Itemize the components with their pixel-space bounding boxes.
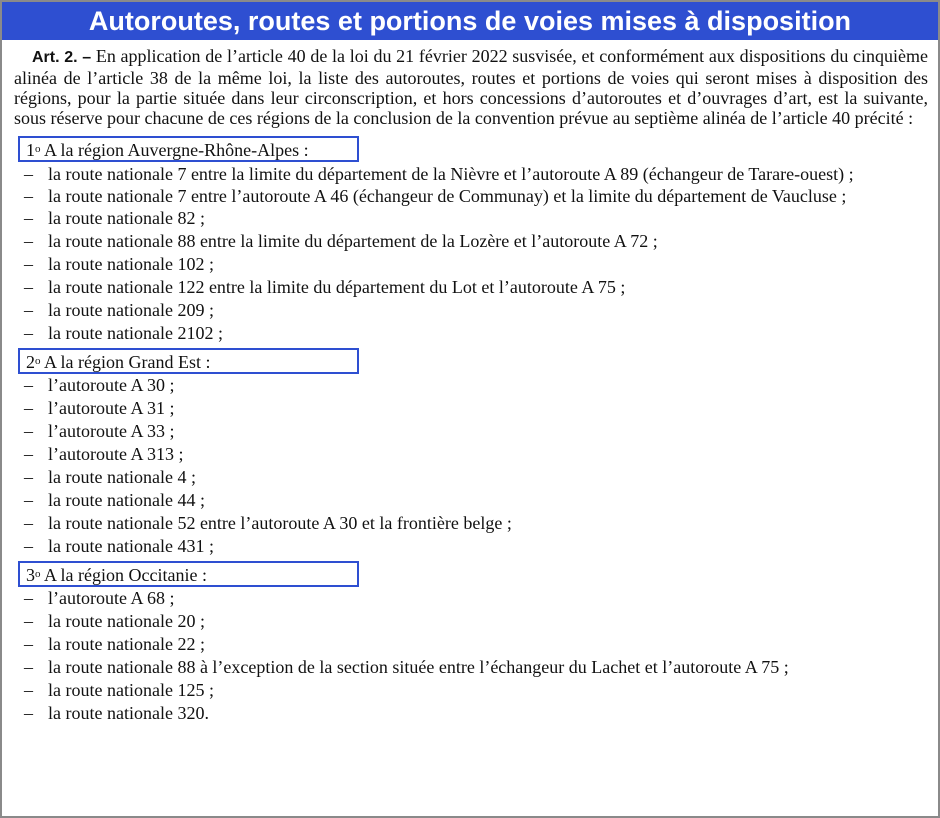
region-heading (18, 561, 359, 587)
region-number: 3 (26, 565, 35, 585)
region-label: A la région Auvergne-Rhône-Alpes : (44, 140, 309, 160)
list-item: – la route nationale 320. (14, 702, 928, 725)
list-item: – la route nationale 52 entre l’autoroute A 30 et la frontière belge ; (14, 512, 928, 535)
article-reference: Art. 2. – (32, 49, 92, 66)
region-heading (18, 136, 359, 162)
list-item: – la route nationale 102 ; (14, 253, 928, 276)
list-item: – la route nationale 2102 ; (14, 322, 928, 345)
list-item: – la route nationale 22 ; (14, 633, 928, 656)
list-item: – la route nationale 20 ; (14, 610, 928, 633)
road-list (14, 374, 928, 558)
road-list (14, 164, 928, 345)
list-item: – la route nationale 4 ; (14, 466, 928, 489)
list-item: – la route nationale 7 entre l’autoroute A 46 (échangeur de Communay) et la limite du département de Vaucluse ; (14, 186, 928, 206)
region-section (14, 136, 928, 345)
region-label: A la région Grand Est : (44, 352, 211, 372)
region-sections (14, 136, 928, 725)
list-item: – la route nationale 88 entre la limite du département de la Lozère et l’autoroute A 72 ; (14, 230, 928, 253)
page-title-banner (2, 2, 938, 40)
region-section (14, 348, 928, 558)
list-item: – la route nationale 209 ; (14, 299, 928, 322)
list-item: – la route nationale 44 ; (14, 489, 928, 512)
region-number: 1 (26, 140, 35, 160)
list-item: – l’autoroute A 313 ; (14, 443, 928, 466)
list-item: – l’autoroute A 31 ; (14, 397, 928, 420)
list-item: – la route nationale 88 à l’exception de la section située entre l’échangeur du Lachet et l’autoroute A 75 ; (14, 656, 928, 679)
article-content (2, 46, 928, 725)
list-item: – la route nationale 7 entre la limite du département de la Nièvre et l’autoroute A 89 (échangeur de Tarare-ouest) ; (14, 164, 928, 184)
list-item: – l’autoroute A 33 ; (14, 420, 928, 443)
region-number: 2 (26, 352, 35, 372)
region-label: A la région Occitanie : (44, 565, 207, 585)
region-heading (18, 348, 359, 374)
article-intro (14, 46, 928, 128)
list-item: – la route nationale 122 entre la limite du département du Lot et l’autoroute A 75 ; (14, 276, 928, 299)
ordinal-indicator: o (35, 355, 41, 367)
ordinal-indicator: o (35, 143, 41, 155)
list-item: – la route nationale 431 ; (14, 535, 928, 558)
list-item: – la route nationale 82 ; (14, 207, 928, 230)
region-section (14, 561, 928, 725)
page-title: Autoroutes, routes et portions de voies mises à disposition (88, 6, 852, 36)
ordinal-indicator: o (35, 568, 41, 580)
list-item: – l’autoroute A 68 ; (14, 587, 928, 610)
road-list (14, 587, 928, 725)
article-intro-text: En application de l’article 40 de la loi du 21 février 2022 susvisée, et conformément aux dispositions du cinquième alinéa de l’article 38 de la même loi, la liste des autoroutes, routes et portions de voies qui seront mises à disposition des régions, pour la partie située dans leur circonscription, et hors concessions d’autoroutes et d’ouvrages d’art, est la suivante, sous réserve pour chacune de ces régions de la conclusion de la convention prévue au septième alinéa de l’article 40 précité : (14, 46, 929, 128)
list-item: – l’autoroute A 30 ; (14, 374, 928, 397)
list-item: – la route nationale 125 ; (14, 679, 928, 702)
